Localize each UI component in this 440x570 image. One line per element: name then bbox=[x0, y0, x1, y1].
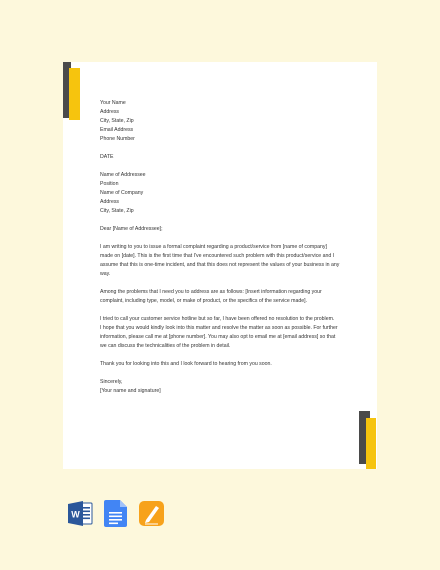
sender-line: Your Name bbox=[100, 100, 126, 106]
svg-text:W: W bbox=[71, 509, 80, 520]
signature-line: [Your name and signature] bbox=[100, 388, 161, 394]
salutation: Dear [Name of Addressee]; bbox=[100, 226, 163, 232]
pages-icon[interactable] bbox=[139, 500, 164, 527]
paragraph-line: way. bbox=[100, 271, 111, 277]
paragraph-problems bbox=[100, 288, 374, 306]
recipient-line: Name of Company bbox=[100, 190, 144, 196]
corner-accent-yellow-bottom bbox=[366, 418, 376, 469]
paragraph-line: Among the problems that I need you to address are as follows: [Insert information regarding your bbox=[100, 289, 322, 295]
paragraph-line: we can discuss the technicalities of the problem in detail. bbox=[100, 343, 231, 349]
paragraph-thanks bbox=[100, 360, 374, 369]
letter-body bbox=[100, 99, 374, 396]
paragraph-line: I tried to call your customer service hotline but so far, I have been offered no resolution to the problem. bbox=[100, 316, 335, 322]
recipient-line: Address bbox=[100, 199, 120, 205]
sender-line: Address bbox=[100, 109, 120, 115]
recipient-line: Name of Addressee bbox=[100, 172, 146, 178]
paragraph-line: assume that this is one-time incident, and that this does not represent the values of your business in any bbox=[100, 262, 340, 268]
recipient-line: Position bbox=[100, 181, 119, 187]
recipient-block bbox=[100, 171, 374, 216]
recipient-line: City, State, Zip bbox=[100, 208, 134, 214]
closing-block bbox=[100, 378, 374, 396]
sender-line: Phone Number bbox=[100, 136, 135, 142]
letter-date: DATE bbox=[100, 154, 114, 160]
paragraph-line: Thank you for looking into this and I look forward to hearing from you soon. bbox=[100, 361, 272, 367]
closing-line: Sincerely, bbox=[100, 379, 123, 385]
sender-block bbox=[100, 99, 374, 144]
paragraph-hotline bbox=[100, 315, 374, 351]
word-icon[interactable] bbox=[68, 500, 93, 527]
sender-line: Email Address bbox=[100, 127, 134, 133]
sender-line: City, State, Zip bbox=[100, 118, 134, 124]
paragraph-line: I am writing to you to issue a formal complaint regarding a product/service from [name of company] bbox=[100, 244, 327, 250]
paragraph-line: complaint, including type, model, or make of product, or the specifics of the service made]. bbox=[100, 298, 308, 304]
corner-accent-yellow-top bbox=[69, 68, 80, 120]
paragraph-line: information, please call me at [phone number]. You may also opt to email me at [email address] so that bbox=[100, 334, 336, 340]
google-docs-icon[interactable] bbox=[103, 500, 128, 527]
paragraph-line: I hope that you would kindly look into this matter and resolve the matter as soon as possible. For further bbox=[100, 325, 338, 331]
paragraph-line: made on [date]. This is the first time that I've encountered such problem with this product/service and I bbox=[100, 253, 335, 259]
paragraph-complaint bbox=[100, 243, 374, 279]
